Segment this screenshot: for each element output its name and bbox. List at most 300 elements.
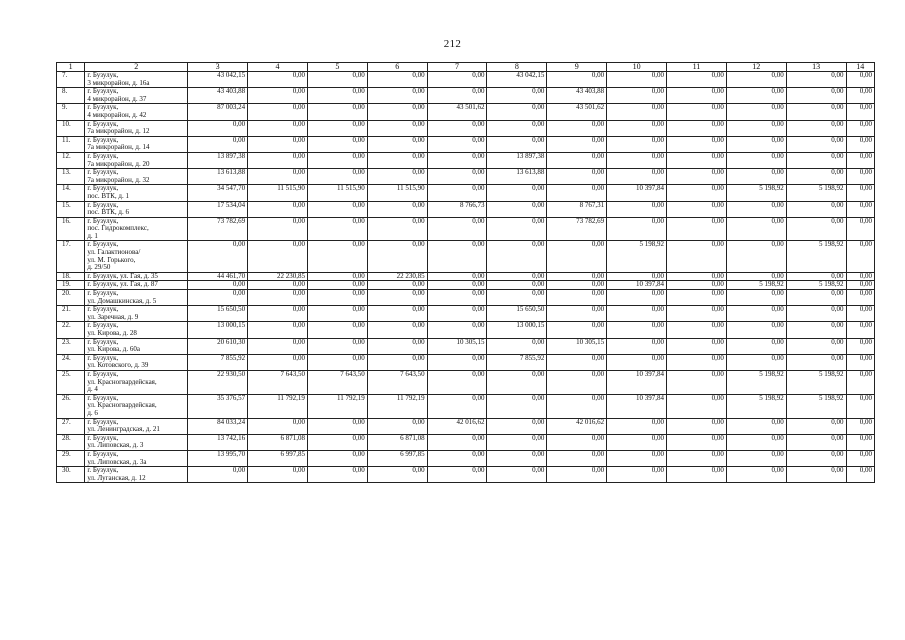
column-header-4: 4 (248, 63, 308, 72)
value-cell-col-11: 0,00 (667, 354, 727, 370)
address-cell (85, 88, 188, 104)
value-cell-col-9: 43 501,62 (547, 104, 607, 120)
value-cell-col-14: 0,00 (846, 104, 874, 120)
value-cell-col-14: 0,00 (846, 72, 874, 88)
value-cell-col-4: 0,00 (248, 241, 308, 272)
address-line: г. Бузулук, (87, 201, 119, 209)
address-line: г. Бузулук, ул. Гая, д. 87 (87, 280, 158, 289)
address-cell (85, 272, 188, 281)
address-line: ул. Липовская, д. 3 (87, 441, 144, 450)
address-line: д. 4 (87, 385, 98, 394)
value-cell-col-11: 0,00 (667, 241, 727, 272)
value-cell-col-8: 0,00 (487, 136, 547, 152)
value-cell-col-7: 0,00 (427, 217, 487, 241)
address-line: г. Бузулук, (87, 240, 119, 249)
row-number: 27. (57, 418, 85, 434)
value-cell-col-4: 0,00 (248, 354, 308, 370)
address-line: пос. ВТК, д. 1 (87, 191, 129, 200)
value-cell-col-4: 0,00 (248, 104, 308, 120)
value-cell-col-14: 0,00 (846, 241, 874, 272)
address-cell (85, 467, 188, 483)
address-cell (85, 338, 188, 354)
address-line: ул. Заречная, д. 9 (87, 312, 139, 321)
value-cell-col-13: 0,00 (786, 72, 846, 88)
value-cell-col-3: 7 855,92 (188, 354, 248, 370)
value-cell-col-4: 0,00 (248, 338, 308, 354)
value-cell-col-7: 0,00 (427, 467, 487, 483)
value-cell-col-8: 0,00 (487, 88, 547, 104)
value-cell-col-9: 0,00 (547, 394, 607, 418)
value-cell-col-13: 5 198,92 (786, 281, 846, 290)
value-cell-col-12: 0,00 (726, 120, 786, 136)
row-number: 29. (57, 450, 85, 466)
value-cell-col-6: 0,00 (367, 241, 427, 272)
address-cell (85, 72, 188, 88)
address-line: д. 29/50 (87, 263, 111, 272)
value-cell-col-9: 0,00 (547, 306, 607, 322)
address-cell (85, 152, 188, 168)
value-cell-col-10: 0,00 (607, 120, 667, 136)
table-row (57, 290, 875, 306)
column-header-9: 9 (547, 63, 607, 72)
address-cell (85, 394, 188, 418)
value-cell-col-11: 0,00 (667, 152, 727, 168)
value-cell-col-7: 0,00 (427, 354, 487, 370)
value-cell-col-14: 0,00 (846, 394, 874, 418)
address-line: ул. М. Горького, (87, 255, 136, 264)
value-cell-col-6: 0,00 (367, 281, 427, 290)
value-cell-col-9: 0,00 (547, 169, 607, 185)
table-row (57, 322, 875, 338)
value-cell-col-3: 43 042,15 (188, 72, 248, 88)
table-row (57, 418, 875, 434)
address-cell (85, 306, 188, 322)
value-cell-col-4: 0,00 (248, 88, 308, 104)
value-cell-col-12: 0,00 (726, 418, 786, 434)
value-cell-col-11: 0,00 (667, 394, 727, 418)
value-cell-col-10: 0,00 (607, 201, 667, 217)
value-cell-col-11: 0,00 (667, 272, 727, 281)
address-line: г. Бузулук, (87, 354, 119, 362)
value-cell-col-10: 0,00 (607, 467, 667, 483)
row-number: 12. (57, 152, 85, 168)
value-cell-col-7: 0,00 (427, 370, 487, 394)
value-cell-col-3: 20 610,30 (188, 338, 248, 354)
address-line: ул. Домашкинская, д. 5 (87, 296, 157, 305)
value-cell-col-9: 0,00 (547, 281, 607, 290)
value-cell-col-6: 11 792,19 (367, 394, 427, 418)
value-cell-col-9: 8 767,31 (547, 201, 607, 217)
value-cell-col-6: 0,00 (367, 467, 427, 483)
value-cell-col-8: 0,00 (487, 370, 547, 394)
value-cell-col-14: 0,00 (846, 217, 874, 241)
value-cell-col-5: 0,00 (307, 120, 367, 136)
table-row (57, 306, 875, 322)
value-cell-col-8: 0,00 (487, 418, 547, 434)
address-line: г. Бузулук, (87, 305, 119, 314)
value-cell-col-14: 0,00 (846, 338, 874, 354)
value-cell-col-11: 0,00 (667, 322, 727, 338)
value-cell-col-8: 0,00 (487, 185, 547, 201)
value-cell-col-4: 0,00 (248, 281, 308, 290)
value-cell-col-9: 73 782,69 (547, 217, 607, 241)
value-cell-col-14: 0,00 (846, 418, 874, 434)
value-cell-col-11: 0,00 (667, 104, 727, 120)
address-cell (85, 201, 188, 217)
table-row (57, 120, 875, 136)
value-cell-col-3: 34 547,70 (188, 185, 248, 201)
value-cell-col-11: 0,00 (667, 72, 727, 88)
value-cell-col-11: 0,00 (667, 338, 727, 354)
value-cell-col-12: 0,00 (726, 136, 786, 152)
address-line: г. Бузулук, (87, 418, 119, 426)
value-cell-col-5: 0,00 (307, 201, 367, 217)
row-number: 22. (57, 322, 85, 338)
value-cell-col-12: 0,00 (726, 169, 786, 185)
table-row (57, 450, 875, 466)
value-cell-col-10: 0,00 (607, 72, 667, 88)
address-cell (85, 169, 188, 185)
header-row (57, 63, 875, 72)
address-line: г. Бузулук, (87, 103, 119, 112)
value-cell-col-6: 0,00 (367, 88, 427, 104)
value-cell-col-9: 0,00 (547, 272, 607, 281)
row-number: 18. (57, 272, 85, 281)
value-cell-col-3: 0,00 (188, 467, 248, 483)
value-cell-col-4: 7 643,50 (248, 370, 308, 394)
value-cell-col-10: 0,00 (607, 434, 667, 450)
value-cell-col-4: 6 997,85 (248, 450, 308, 466)
value-cell-col-7: 0,00 (427, 88, 487, 104)
table-row (57, 136, 875, 152)
column-header-1: 1 (57, 63, 85, 72)
value-cell-col-8: 0,00 (487, 434, 547, 450)
value-cell-col-8: 0,00 (487, 272, 547, 281)
value-cell-col-13: 0,00 (786, 418, 846, 434)
column-header-3: 3 (188, 63, 248, 72)
row-number: 16. (57, 217, 85, 241)
address-line: г. Бузулук, (87, 168, 119, 177)
value-cell-col-12: 0,00 (726, 467, 786, 483)
value-cell-col-6: 0,00 (367, 338, 427, 354)
value-cell-col-7: 0,00 (427, 169, 487, 185)
value-cell-col-6: 22 230,85 (367, 272, 427, 281)
value-cell-col-14: 0,00 (846, 467, 874, 483)
value-cell-col-4: 0,00 (248, 290, 308, 306)
value-cell-col-4: 0,00 (248, 306, 308, 322)
address-line: г. Бузулук, (87, 184, 119, 193)
value-cell-col-4: 0,00 (248, 152, 308, 168)
value-cell-col-14: 0,00 (846, 281, 874, 290)
value-cell-col-12: 0,00 (726, 217, 786, 241)
value-cell-col-3: 0,00 (188, 290, 248, 306)
address-line: г. Бузулук, (87, 370, 119, 378)
value-cell-col-8: 0,00 (487, 467, 547, 483)
value-cell-col-12: 0,00 (726, 354, 786, 370)
value-cell-col-8: 0,00 (487, 241, 547, 272)
value-cell-col-4: 0,00 (248, 169, 308, 185)
value-cell-col-13: 0,00 (786, 467, 846, 483)
value-cell-col-9: 0,00 (547, 450, 607, 466)
value-cell-col-6: 0,00 (367, 201, 427, 217)
address-line: д. 6 (87, 408, 98, 417)
value-cell-col-6: 0,00 (367, 120, 427, 136)
value-cell-col-3: 73 782,69 (188, 217, 248, 241)
table-row (57, 185, 875, 201)
value-cell-col-12: 0,00 (726, 88, 786, 104)
row-number: 23. (57, 338, 85, 354)
value-cell-col-14: 0,00 (846, 169, 874, 185)
value-cell-col-3: 17 534,04 (188, 201, 248, 217)
value-cell-col-10: 10 397,84 (607, 370, 667, 394)
table-row (57, 467, 875, 483)
value-cell-col-13: 0,00 (786, 434, 846, 450)
address-line: 4 микрорайон, д. 37 (87, 94, 147, 103)
row-number: 10. (57, 120, 85, 136)
value-cell-col-9: 0,00 (547, 467, 607, 483)
value-cell-col-11: 0,00 (667, 201, 727, 217)
address-cell (85, 290, 188, 306)
value-cell-col-10: 0,00 (607, 169, 667, 185)
value-cell-col-7: 42 016,62 (427, 418, 487, 434)
value-cell-col-12: 5 198,92 (726, 185, 786, 201)
value-cell-col-13: 5 198,92 (786, 185, 846, 201)
table-body (57, 72, 875, 483)
column-header-7: 7 (427, 63, 487, 72)
table-row (57, 354, 875, 370)
address-line: пос. ВТК, д. 6 (87, 208, 129, 217)
value-cell-col-11: 0,00 (667, 290, 727, 306)
value-cell-col-3: 0,00 (188, 281, 248, 290)
value-cell-col-3: 87 003,24 (188, 104, 248, 120)
table-row (57, 272, 875, 281)
row-number: 25. (57, 370, 85, 394)
address-line: г. Бузулук, (87, 338, 119, 346)
column-header-10: 10 (607, 63, 667, 72)
address-line: ул. Липовская, д. 3а (87, 457, 147, 466)
value-cell-col-8: 0,00 (487, 290, 547, 306)
value-cell-col-7: 0,00 (427, 120, 487, 136)
address-line: г. Бузулук, (87, 466, 119, 475)
value-cell-col-12: 0,00 (726, 290, 786, 306)
value-cell-col-3: 35 376,57 (188, 394, 248, 418)
value-cell-col-12: 0,00 (726, 241, 786, 272)
address-line: пос. Гидрокомплекс, (87, 224, 149, 233)
value-cell-col-6: 0,00 (367, 152, 427, 168)
value-cell-col-10: 0,00 (607, 136, 667, 152)
address-line: 7а микрорайон, д. 20 (87, 159, 150, 168)
value-cell-col-13: 0,00 (786, 217, 846, 241)
address-line: г. Бузулук, (87, 136, 119, 144)
value-cell-col-5: 0,00 (307, 281, 367, 290)
value-cell-col-5: 0,00 (307, 434, 367, 450)
value-cell-col-12: 0,00 (726, 322, 786, 338)
address-line: 7а микрорайон, д. 12 (87, 127, 150, 136)
value-cell-col-6: 0,00 (367, 354, 427, 370)
table-row (57, 338, 875, 354)
value-cell-col-8: 0,00 (487, 338, 547, 354)
row-number: 20. (57, 290, 85, 306)
value-cell-col-11: 0,00 (667, 450, 727, 466)
value-cell-col-12: 0,00 (726, 272, 786, 281)
value-cell-col-6: 0,00 (367, 72, 427, 88)
value-cell-col-6: 0,00 (367, 418, 427, 434)
value-cell-col-3: 0,00 (188, 241, 248, 272)
value-cell-col-13: 0,00 (786, 290, 846, 306)
value-cell-col-10: 0,00 (607, 104, 667, 120)
value-cell-col-14: 0,00 (846, 152, 874, 168)
address-line: 3 микрорайон, д. 16а (87, 78, 150, 87)
value-cell-col-11: 0,00 (667, 185, 727, 201)
address-line: ул. Красногвардейская, (87, 401, 157, 410)
value-cell-col-8: 13 000,15 (487, 322, 547, 338)
address-cell (85, 217, 188, 241)
row-number: 28. (57, 434, 85, 450)
address-line: г. Бузулук, (87, 217, 119, 225)
value-cell-col-7: 0,00 (427, 281, 487, 290)
value-cell-col-10: 0,00 (607, 338, 667, 354)
value-cell-col-11: 0,00 (667, 306, 727, 322)
table-row (57, 72, 875, 88)
value-cell-col-5: 0,00 (307, 290, 367, 306)
value-cell-col-3: 13 000,15 (188, 322, 248, 338)
value-cell-col-13: 5 198,92 (786, 241, 846, 272)
value-cell-col-9: 10 305,15 (547, 338, 607, 354)
value-cell-col-14: 0,00 (846, 370, 874, 394)
row-number: 11. (57, 136, 85, 152)
address-line: г. Бузулук, (87, 434, 119, 442)
value-cell-col-6: 0,00 (367, 104, 427, 120)
value-cell-col-12: 5 198,92 (726, 370, 786, 394)
value-cell-col-14: 0,00 (846, 185, 874, 201)
address-cell (85, 370, 188, 394)
row-number: 9. (57, 104, 85, 120)
address-cell (85, 241, 188, 272)
value-cell-col-8: 0,00 (487, 281, 547, 290)
value-cell-col-8: 13 613,88 (487, 169, 547, 185)
address-line: г. Бузулук, (87, 71, 119, 79)
value-cell-col-6: 0,00 (367, 306, 427, 322)
address-cell (85, 104, 188, 120)
address-line: г. Бузулук, (87, 394, 119, 402)
row-number: 13. (57, 169, 85, 185)
column-header-5: 5 (307, 63, 367, 72)
value-cell-col-12: 0,00 (726, 72, 786, 88)
value-cell-col-12: 0,00 (726, 201, 786, 217)
value-cell-col-11: 0,00 (667, 434, 727, 450)
value-cell-col-13: 0,00 (786, 338, 846, 354)
address-cell (85, 450, 188, 466)
address-line: ул. Котовского, д. 39 (87, 361, 149, 370)
value-cell-col-13: 0,00 (786, 104, 846, 120)
value-cell-col-14: 0,00 (846, 136, 874, 152)
column-header-14: 14 (846, 63, 874, 72)
table-row (57, 241, 875, 272)
address-line: г. Бузулук, (87, 152, 119, 160)
value-cell-col-6: 6 997,85 (367, 450, 427, 466)
value-cell-col-14: 0,00 (846, 120, 874, 136)
value-cell-col-4: 0,00 (248, 136, 308, 152)
address-cell (85, 185, 188, 201)
value-cell-col-14: 0,00 (846, 290, 874, 306)
row-number: 19. (57, 281, 85, 290)
value-cell-col-5: 0,00 (307, 241, 367, 272)
value-cell-col-7: 0,00 (427, 241, 487, 272)
value-cell-col-9: 0,00 (547, 354, 607, 370)
value-cell-col-11: 0,00 (667, 136, 727, 152)
value-cell-col-7: 0,00 (427, 272, 487, 281)
value-cell-col-4: 22 230,85 (248, 272, 308, 281)
value-cell-col-11: 0,00 (667, 169, 727, 185)
value-cell-col-10: 0,00 (607, 322, 667, 338)
value-cell-col-3: 22 930,50 (188, 370, 248, 394)
value-cell-col-7: 0,00 (427, 322, 487, 338)
address-line: 7а микрорайон, д. 32 (87, 175, 150, 184)
value-cell-col-8: 0,00 (487, 120, 547, 136)
row-number: 14. (57, 185, 85, 201)
value-cell-col-12: 5 198,92 (726, 394, 786, 418)
page-number: 212 (443, 38, 462, 50)
value-cell-col-5: 0,00 (307, 152, 367, 168)
value-cell-col-10: 10 397,84 (607, 185, 667, 201)
table-row (57, 370, 875, 394)
value-cell-col-7: 0,00 (427, 185, 487, 201)
value-cell-col-5: 0,00 (307, 169, 367, 185)
value-cell-col-7: 0,00 (427, 290, 487, 306)
value-cell-col-12: 5 198,92 (726, 281, 786, 290)
value-cell-col-11: 0,00 (667, 120, 727, 136)
data-table (56, 62, 875, 483)
row-number: 24. (57, 354, 85, 370)
value-cell-col-5: 0,00 (307, 72, 367, 88)
value-cell-col-6: 0,00 (367, 322, 427, 338)
value-cell-col-11: 0,00 (667, 467, 727, 483)
value-cell-col-7: 0,00 (427, 306, 487, 322)
value-cell-col-13: 0,00 (786, 169, 846, 185)
value-cell-col-11: 0,00 (667, 281, 727, 290)
value-cell-col-4: 11 792,19 (248, 394, 308, 418)
value-cell-col-8: 7 855,92 (487, 354, 547, 370)
value-cell-col-14: 0,00 (846, 354, 874, 370)
value-cell-col-6: 0,00 (367, 217, 427, 241)
value-cell-col-8: 0,00 (487, 217, 547, 241)
value-cell-col-13: 5 198,92 (786, 370, 846, 394)
value-cell-col-3: 0,00 (188, 120, 248, 136)
value-cell-col-8: 0,00 (487, 201, 547, 217)
row-number: 21. (57, 306, 85, 322)
value-cell-col-13: 5 198,92 (786, 394, 846, 418)
value-cell-col-7: 43 501,62 (427, 104, 487, 120)
address-line: г. Бузулук, (87, 87, 119, 96)
value-cell-col-10: 0,00 (607, 418, 667, 434)
value-cell-col-11: 0,00 (667, 88, 727, 104)
address-line: ул. Красногвардейская, (87, 377, 157, 386)
value-cell-col-12: 0,00 (726, 434, 786, 450)
column-header-13: 13 (786, 63, 846, 72)
value-cell-col-7: 0,00 (427, 72, 487, 88)
value-cell-col-13: 0,00 (786, 354, 846, 370)
value-cell-col-3: 84 033,24 (188, 418, 248, 434)
value-cell-col-5: 0,00 (307, 88, 367, 104)
row-number: 7. (57, 72, 85, 88)
value-cell-col-3: 15 650,50 (188, 306, 248, 322)
value-cell-col-8: 0,00 (487, 104, 547, 120)
value-cell-col-6: 0,00 (367, 136, 427, 152)
value-cell-col-8: 15 650,50 (487, 306, 547, 322)
value-cell-col-5: 0,00 (307, 450, 367, 466)
table-row (57, 152, 875, 168)
value-cell-col-4: 0,00 (248, 201, 308, 217)
